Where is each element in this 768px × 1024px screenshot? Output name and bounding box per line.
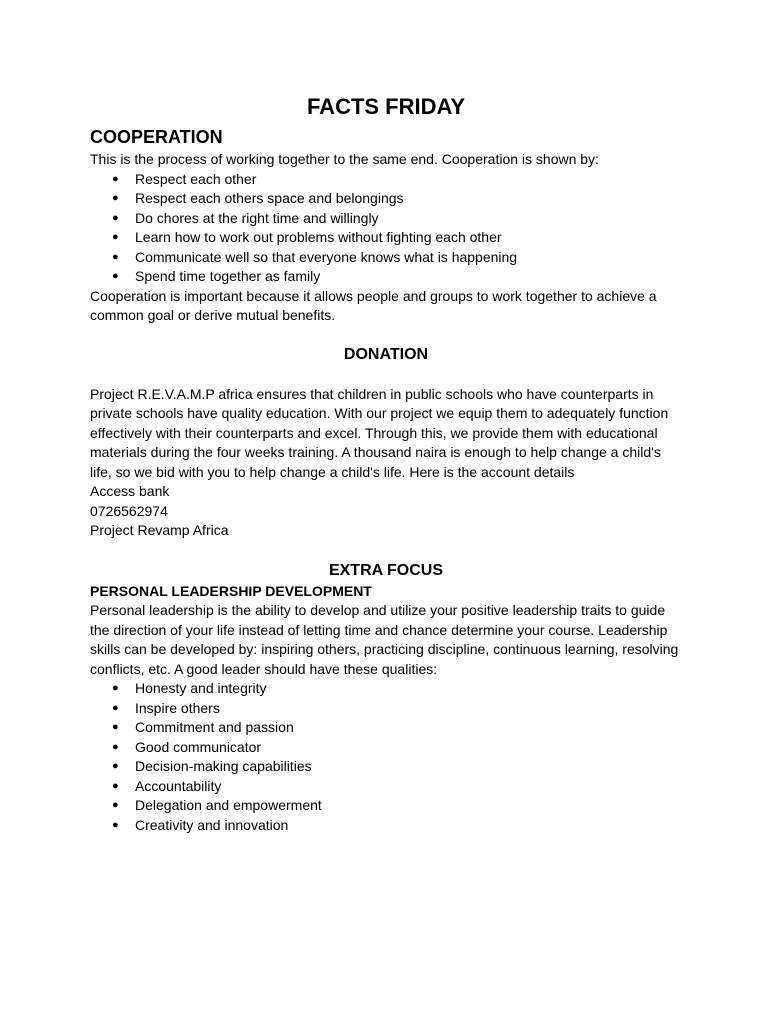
list-item-text: Spend time together as family	[135, 268, 321, 284]
list-item	[90, 777, 682, 797]
cooperation-list	[90, 170, 682, 287]
list-item	[90, 228, 682, 248]
extra-focus-subheading: PERSONAL LEADERSHIP DEVELOPMENT	[90, 582, 372, 599]
donation-heading: DONATION	[343, 345, 429, 363]
list-item	[90, 738, 682, 758]
bullet-icon: ●	[112, 172, 119, 185]
list-item-text: Respect each other	[135, 170, 257, 187]
list-item-text: Communicate well so that everyone knows what is happening	[135, 248, 518, 265]
bullet-icon: ●	[112, 740, 119, 753]
list-item	[90, 757, 682, 777]
bullet-icon: ●	[112, 721, 119, 733]
extra-focus-heading: EXTRA FOCUS	[328, 561, 444, 579]
list-item-text: Delegation and empowerment	[135, 797, 322, 813]
cooperation-heading: COOPERATION	[90, 127, 223, 147]
list-item	[90, 170, 682, 190]
bullet-icon: ●	[112, 760, 119, 772]
extra-focus-section	[90, 560, 682, 836]
bullet-icon: ●	[112, 211, 119, 224]
cooperation-intro: This is the process of working together to the same end. Cooperation is shown by:	[90, 151, 599, 167]
list-item	[90, 796, 682, 816]
bullet-icon: ●	[112, 779, 119, 792]
list-item	[90, 679, 682, 699]
donation-account-number: 0726562974	[90, 502, 168, 519]
donation-bank: Access bank	[90, 483, 170, 499]
bullet-icon: ●	[112, 818, 119, 831]
list-item-text: Honesty and integrity	[135, 680, 267, 696]
cooperation-section	[90, 124, 682, 326]
bullet-icon: ●	[112, 250, 119, 263]
bullet-icon: ●	[112, 231, 119, 243]
donation-section	[90, 344, 682, 541]
donation-body: Project R.E.V.A.M.P africa ensures that children in public schools who have counterparts in private schools have quality education. With our project we equip them to adequately function effectively with their counterparts and excel. Through this, we provide them with educational materials during the four weeks training. A thousand naira is enough to help change a child's life, so we bid with you to help change a child's life. Here is the account details	[90, 385, 669, 480]
list-item-text: Good communicator	[135, 738, 262, 755]
list-item-text: Commitment and passion	[135, 719, 294, 735]
document-page	[90, 92, 682, 835]
document-title: FACTS FRIDAY	[306, 94, 466, 119]
list-item-text: Creativity and innovation	[135, 816, 289, 833]
extra-focus-body: Personal leadership is the ability to develop and utilize your positive leadership traits to guide the direction of your life instead of letting time and chance determine your course. Leadership skills can be developed by: inspiring others, practicing discipline, continuous learning, resolving conflicts, etc. A good leader should have these qualities:	[90, 602, 679, 677]
bullet-icon: ●	[112, 799, 119, 811]
bullet-icon: ●	[112, 270, 119, 282]
bullet-icon: ●	[112, 192, 119, 204]
cooperation-closing: Cooperation is important because it allows people and groups to work together to achieve a common goal or derive mutual benefits.	[90, 287, 657, 323]
donation-account-name: Project Revamp Africa	[90, 522, 229, 538]
leadership-qualities-list	[90, 679, 682, 835]
list-item	[90, 209, 682, 229]
bullet-icon: ●	[112, 701, 119, 714]
list-item-text: Do chores at the right time and willingly	[135, 209, 379, 226]
list-item-text: Accountability	[135, 777, 222, 794]
list-item	[90, 189, 682, 209]
list-item	[90, 699, 682, 719]
bullet-icon: ●	[112, 682, 119, 694]
list-item	[90, 267, 682, 287]
list-item-text: Learn how to work out problems without fighting each other	[135, 229, 502, 245]
list-item-text: Respect each others space and belongings	[135, 190, 404, 206]
list-item	[90, 816, 682, 836]
list-item	[90, 718, 682, 738]
list-item	[90, 248, 682, 268]
list-item-text: Inspire others	[135, 699, 220, 716]
list-item-text: Decision-making capabilities	[135, 758, 312, 774]
